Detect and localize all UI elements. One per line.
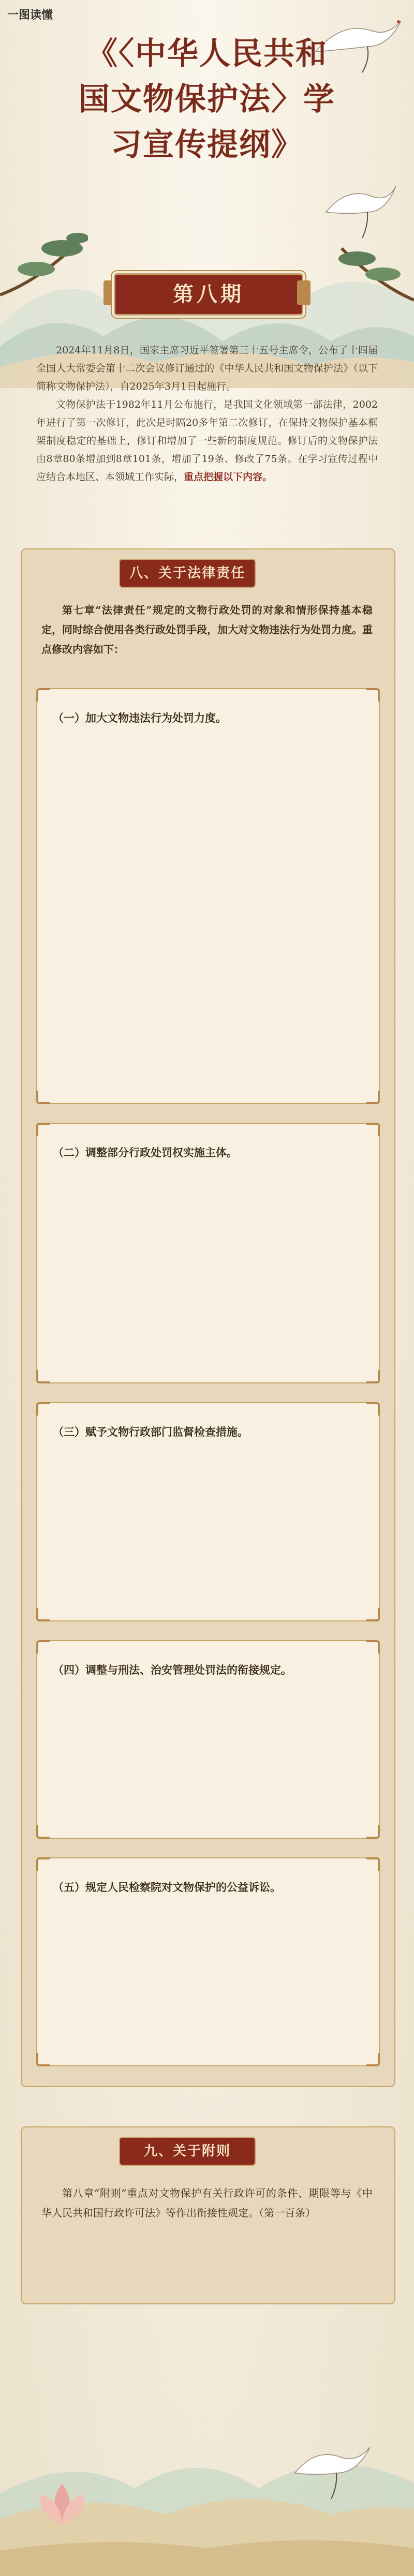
pine-branch-icon <box>331 222 414 305</box>
provision-card <box>36 1857 380 2066</box>
section-heading: 八、关于法律责任 <box>119 559 256 588</box>
provision-card <box>36 1123 380 1383</box>
card-title: （三）赋予文物行政部门监督检查措施。 <box>53 1425 248 1438</box>
title-line: 习宣传提纲》 <box>111 127 303 163</box>
intro-paragraph <box>36 396 378 486</box>
section-body: 第八章“附则”重点对文物保护有关行政许可的条件、期限等与《中华人民共和国行政许可法》等作出衔接性规定。（第一百条） <box>41 2187 373 2219</box>
pine-branch-icon <box>0 217 88 305</box>
card-title: （一）加大文物违法行为处罚力度。 <box>53 711 227 724</box>
header-tag: 一图读懂 <box>7 9 53 22</box>
lotus-icon <box>31 2473 93 2535</box>
section-heading: 九、关于附则 <box>119 2137 256 2166</box>
section-lead: 第七章“法律责任”规定的文物行政处罚的对象和情形保持基本稳定，同时综合使用各类行政处罚手段，加大对文物违法行为处罚力度。重点修改内容如下： <box>41 604 373 656</box>
intro-text <box>36 341 378 486</box>
intro-emphasis: 重点把握以下内容。 <box>184 471 273 483</box>
period-label: 第八期 <box>114 273 303 316</box>
card-title: （四）调整与刑法、治安管理处罚法的衔接规定。 <box>53 1663 292 1676</box>
page-title <box>21 31 393 168</box>
intro-paragraph: 2024年11月8日，国家主席习近平签署第三十五号主席令，公布了十四届全国人大常委会第十二次会议修订通过的《中华人民共和国文物保护法》（以下简称文物保护法），自2025年3月1日起施行。 <box>36 345 378 392</box>
period-badge <box>103 269 310 317</box>
card-title: （二）调整部分行政处罚权实施主体。 <box>53 1146 238 1159</box>
provision-card <box>36 1640 380 1839</box>
title-line: 国文物保护法〉学 <box>79 81 335 117</box>
crane-icon <box>290 2442 373 2504</box>
badge-ornament <box>297 280 310 305</box>
intro-paragraph-text: 文物保护法于1982年11月公布施行，是我国文化领域第一部法律，2002年进行了第一次修订，此次是时隔20多年第二次修订，在保持文物保护基本框架制度稳定的基础上，修订和增加了一些新的制度规范。修订后的文物保护法由8章80条增加到8章101条，增加了19条、修改了75条。在学习宣传过程中应结合本地区、本领域工作实际， <box>36 399 378 483</box>
title-line: 《〈中华人民共和 <box>86 36 328 72</box>
provision-card <box>36 1402 380 1621</box>
card-title: （五）规定人民检察院对文物保护的公益诉讼。 <box>53 1881 281 1894</box>
provision-card <box>36 688 380 1104</box>
